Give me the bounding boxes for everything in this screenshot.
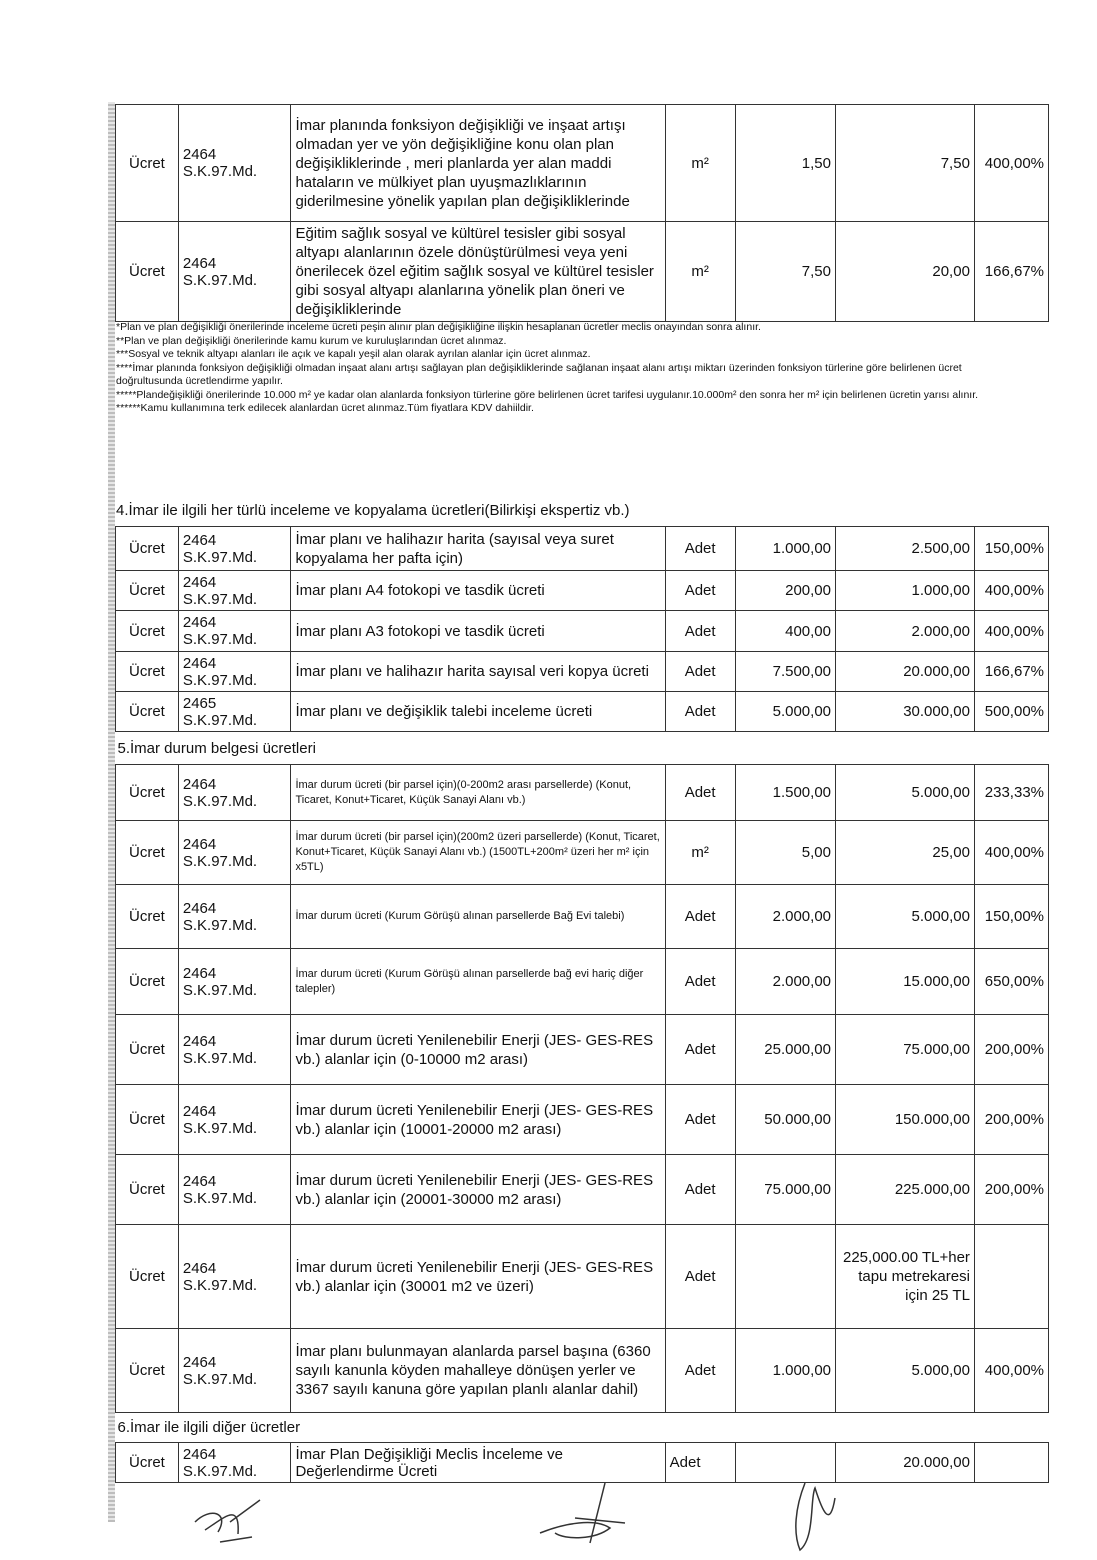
new-fee-cell: 15.000,00 [836,949,975,1015]
table-row [116,105,1049,222]
new-fee-cell: 2.500,00 [836,527,975,571]
law-reference-cell: 2464 S.K.97.Md. [178,527,291,571]
increase-percent-cell: 400,00% [974,105,1048,222]
new-fee-cell: 225,000.00 TL+her tapu metrekaresi için 25 TL [836,1225,975,1329]
law-reference-cell: 2464 S.K.97.Md. [178,885,291,949]
fee-type-cell: Ücret [116,1443,179,1483]
description-cell: İmar Plan Değişikliği Meclis İnceleme ve Değerlendirme Ücreti [291,1443,665,1483]
fee-type-cell: Ücret [116,611,179,652]
increase-percent-cell: 400,00% [974,1329,1048,1413]
section-4-title: 4.İmar ile ilgili her türlü inceleme ve kopyalama ücretleri(Bilirkişi ekspertiz vb.) [116,502,630,519]
unit-cell: Adet [665,1329,735,1413]
fee-type-cell: Ücret [116,652,179,692]
section-6-title: 6.İmar ile ilgili diğer ücretler [116,1413,1049,1443]
new-fee-cell: 1.000,00 [836,571,975,611]
old-fee-cell: 75.000,00 [735,1155,835,1225]
footnote: *****Plandeğişikliği önerilerinde 10.000 m² ye kadar olan alanlarda fonksiyon türlerine göre belirlenen ücret tarifesi uygulanır.10.000m² den sonra her m² için belirlenen ücretin yarısı alınır. [116,388,979,401]
old-fee-cell: 1,50 [735,105,835,222]
unit-cell: Adet [665,527,735,571]
description-cell: İmar planı ve değişiklik talebi inceleme ücreti [291,692,665,732]
new-fee-cell: 20.000,00 [836,652,975,692]
table-row [116,571,1049,611]
new-fee-cell: 75.000,00 [836,1015,975,1085]
fee-type-cell: Ücret [116,571,179,611]
unit-cell: Adet [665,1225,735,1329]
increase-percent-cell [974,1225,1048,1329]
fee-type-cell: Ücret [116,222,179,322]
signature-left [190,1492,270,1552]
unit-cell: Adet [665,611,735,652]
table-row [116,611,1049,652]
description-cell: İmar planı ve halihazır harita sayısal veri kopya ücreti [291,652,665,692]
footnote: **Plan ve plan değişikliği önerilerinde kamu kurum ve kuruluşlarından ücret alınmaz. [116,334,507,347]
fee-type-cell: Ücret [116,1085,179,1155]
new-fee-cell: 2.000,00 [836,611,975,652]
table-row [116,1085,1049,1155]
fee-table-zoning [115,526,1049,1483]
law-reference-cell: 2464 S.K.97.Md. [178,1225,291,1329]
old-fee-cell: 50.000,00 [735,1085,835,1155]
description-cell: İmar durum ücreti (bir parsel için)(200m2 üzeri parsellerde) (Konut, Ticaret, Konut+Ticaret, Küçük Sanayi Alanı vb.) (1500TL+200m² üzeri her m² için x5TL) [291,821,665,885]
table-row [116,1329,1049,1413]
description-cell: İmar planı ve halihazır harita (sayısal veya suret kopyalama her pafta için) [291,527,665,571]
fee-type-cell: Ücret [116,949,179,1015]
increase-percent-cell: 200,00% [974,1085,1048,1155]
old-fee-cell: 2.000,00 [735,949,835,1015]
description-cell: İmar durum ücreti Yenilenebilir Enerji (JES- GES-RES vb.) alanlar için (20001-30000 m2 arası) [291,1155,665,1225]
new-fee-cell: 7,50 [836,105,975,222]
unit-text: m² [691,154,709,172]
table-row [116,1443,1049,1483]
unit-cell: Adet [665,652,735,692]
description-cell: Eğitim sağlık sosyal ve kültürel tesisler gibi sosyal altyapı alanlarının özele dönüştürülmesi veya yeni önerilecek özel eğitim sağlık sosyal ve kültürel tesisler gibi sosyal altyapı alanlarına yönelik plan öneri ve değişikliklerinde [291,222,665,322]
law-reference-cell: 2464 S.K.97.Md. [178,1155,291,1225]
scan-binding-strip [108,102,115,1522]
unit-cell: Adet [665,949,735,1015]
law-reference-cell: 2464 S.K.97.Md. [178,765,291,821]
fee-type-cell: Ücret [116,692,179,732]
table-row [116,527,1049,571]
increase-percent-cell: 150,00% [974,885,1048,949]
footnote: ******Kamu kullanımına terk edilecek alanlardan ücret alınmaz.Tüm fiyatlara KDV dahiildir. [116,402,534,414]
table-row [116,222,1049,322]
description-cell: İmar planında fonksiyon değişikliği ve inşaat artışı olmadan yer ve yön değişikliğine konu olan plan değişikliklerinde , meri planlarda yer alan maddi hataların ve mülkiyet plan uyuşmazlıklarının giderilmesine yönelik yapılan plan değişikliklerinde [291,105,665,222]
law-reference-cell: 2464 S.K.97.Md. [178,652,291,692]
description-cell: İmar planı A4 fotokopi ve tasdik ücreti [291,571,665,611]
new-fee-cell: 150.000,00 [836,1085,975,1155]
increase-percent-cell [974,1443,1048,1483]
new-fee-cell: 5.000,00 [836,885,975,949]
new-fee-cell: 225.000,00 [836,1155,975,1225]
old-fee-cell: 1.500,00 [735,765,835,821]
increase-percent-cell: 150,00% [974,527,1048,571]
table-row [116,885,1049,949]
new-fee-cell: 20.000,00 [836,1443,975,1483]
fee-type-cell: Ücret [116,527,179,571]
new-fee-cell: 20,00 [836,222,975,322]
old-fee-cell: 5.000,00 [735,692,835,732]
table-row [116,1225,1049,1329]
fee-type-cell: Ücret [116,1225,179,1329]
law-reference-cell: 2464 S.K.97.Md. [178,1443,291,1483]
unit-cell: m² [665,222,735,322]
increase-percent-cell: 650,00% [974,949,1048,1015]
old-fee-cell: 2.000,00 [735,885,835,949]
increase-percent-cell: 233,33% [974,765,1048,821]
table-row [116,692,1049,732]
law-reference-cell: 2464 S.K.97.Md. [178,1329,291,1413]
table-row [116,652,1049,692]
new-fee-cell: 25,00 [836,821,975,885]
old-fee-cell [735,1443,835,1483]
increase-percent-cell: 400,00% [974,821,1048,885]
table-row [116,765,1049,821]
fee-type-cell: Ücret [116,765,179,821]
footnote: ***Sosyal ve teknik altyapı alanları ile açık ve kapalı yeşil alan olarak ayrılan alanlar için ücret alınmaz. [116,348,591,360]
increase-percent-cell: 200,00% [974,1015,1048,1085]
law-reference-cell: 2464 S.K.97.Md. [178,1015,291,1085]
section-heading-row [116,732,1049,765]
law-reference-cell: 2464 S.K.97.Md. [178,949,291,1015]
table-row [116,1015,1049,1085]
increase-percent-cell: 200,00% [974,1155,1048,1225]
table-row [116,1155,1049,1225]
old-fee-cell: 7,50 [735,222,835,322]
new-fee-cell: 5.000,00 [836,765,975,821]
description-cell: İmar durum ücreti Yenilenebilir Enerji (JES- GES-RES vb.) alanlar için (0-10000 m2 arası) [291,1015,665,1085]
increase-percent-cell: 400,00% [974,611,1048,652]
unit-cell: Adet [665,885,735,949]
description-cell: İmar durum ücreti (Kurum Görüşü alınan parsellerde bağ evi hariç diğer talepler) [291,949,665,1015]
new-fee-cell: 5.000,00 [836,1329,975,1413]
fee-table-plan-changes [115,104,1049,322]
old-fee-cell: 200,00 [735,571,835,611]
old-fee-cell [735,1225,835,1329]
law-reference-cell: 2464 S.K.97.Md. [178,1085,291,1155]
footnote: doğrultusunda ücretlendirme yapılır. [116,375,283,387]
unit-cell: Adet [665,571,735,611]
fee-type-cell: Ücret [116,1155,179,1225]
unit-cell: m² [665,821,735,885]
increase-percent-cell: 500,00% [974,692,1048,732]
section-5-title: 5.İmar durum belgesi ücretleri [116,732,1049,765]
unit-cell: Adet [665,1085,735,1155]
signature-middle [535,1478,635,1548]
old-fee-cell: 7.500,00 [735,652,835,692]
law-reference-cell: 2464 S.K.97.Md. [178,571,291,611]
description-cell: İmar durum ücreti Yenilenebilir Enerji (JES- GES-RES vb.) alanlar için (30001 m2 ve üzeri) [291,1225,665,1329]
law-reference-cell: 2464 S.K.97.Md. [178,105,291,222]
footnote: *Plan ve plan değişikliği önerilerinde inceleme ücreti peşin alınır plan değişikliğine ilişkin hesaplanan ücretler meclis onayından sonra alınır. [116,321,761,333]
increase-percent-cell: 166,67% [974,222,1048,322]
old-fee-cell: 5,00 [735,821,835,885]
description-cell: İmar durum ücreti Yenilenebilir Enerji (JES- GES-RES vb.) alanlar için (10001-20000 m2 arası) [291,1085,665,1155]
unit-cell: Adet [665,692,735,732]
law-reference-cell: 2465 S.K.97.Md. [178,692,291,732]
description-cell: İmar planı bulunmayan alanlarda parsel başına (6360 sayılı kanunla köyden mahalleye dönüşen yerler ve 3367 sayılı kanuna göre yapılan planlı alanlar dahil) [291,1329,665,1413]
law-reference-cell: 2464 S.K.97.Md. [178,222,291,322]
table-row [116,949,1049,1015]
table-row [116,821,1049,885]
fee-type-cell: Ücret [116,105,179,222]
old-fee-cell: 25.000,00 [735,1015,835,1085]
new-fee-cell: 30.000,00 [836,692,975,732]
description-cell: İmar durum ücreti (bir parsel için)(0-200m2 arası parsellerde) (Konut, Ticaret, Konut+Ticaret, Küçük Sanayi Alanı vb.) [291,765,665,821]
unit-cell: Adet [665,1015,735,1085]
fee-type-cell: Ücret [116,1329,179,1413]
unit-cell: Adet [665,1443,735,1483]
increase-percent-cell: 166,67% [974,652,1048,692]
old-fee-cell: 1.000,00 [735,527,835,571]
fee-type-cell: Ücret [116,885,179,949]
unit-cell: Adet [665,1155,735,1225]
old-fee-cell: 1.000,00 [735,1329,835,1413]
fee-type-cell: Ücret [116,821,179,885]
signature-right [785,1478,845,1558]
fee-type-cell: Ücret [116,1015,179,1085]
footnote: ****İmar planında fonksiyon değişikliği olmadan inşaat alanı artışı sağlayan plan değişikliklerinde sağlanan inşaat alanı artışı miktarı üzerinden fonksiyon türlerine göre belirlenen ücret [116,361,962,374]
old-fee-cell: 400,00 [735,611,835,652]
description-cell: İmar planı A3 fotokopi ve tasdik ücreti [291,611,665,652]
law-reference-cell: 2464 S.K.97.Md. [178,611,291,652]
footnotes [116,321,1036,416]
increase-percent-cell: 400,00% [974,571,1048,611]
section-heading-row [116,1413,1049,1443]
description-cell: İmar durum ücreti (Kurum Görüşü alınan parsellerde Bağ Evi talebi) [291,885,665,949]
unit-cell: Adet [665,765,735,821]
unit-cell [665,105,735,222]
law-reference-cell: 2464 S.K.97.Md. [178,821,291,885]
